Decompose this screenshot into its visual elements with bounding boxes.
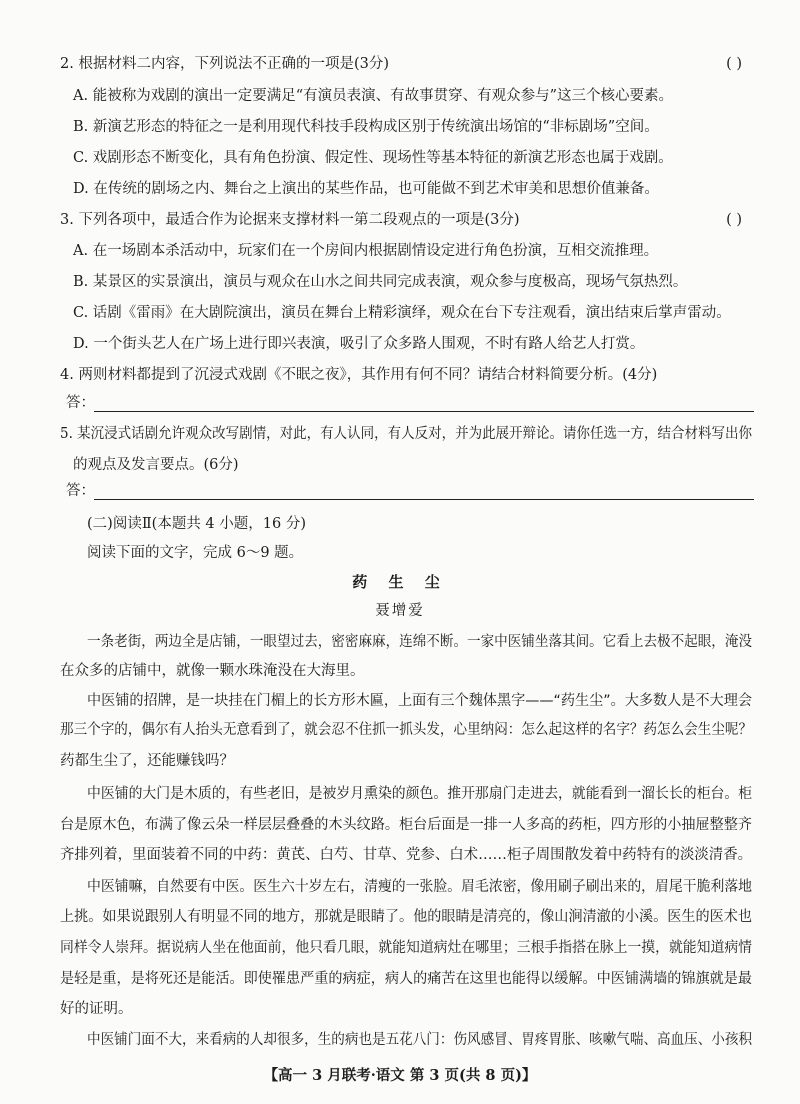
article-author: 聂增爱 [375, 603, 425, 619]
question-2-option-c: C. 戏剧形态不断变化，具有角色扮演、假定性、现场性等基本特征的新演艺形态也属于戏剧。 [73, 150, 673, 166]
answer-label: 答： [66, 395, 95, 411]
article-line: 齐排列着，里面装着不同的中药：黄芪、白芍、甘草、党参、白术……柜子周围散发着中药特有的淡淡清香。 [60, 847, 753, 863]
article-line: 同样令人崇拜。据说病人坐在他面前，他只看几眼，就能知道病灶在哪里；三根手指搭在脉上一摸，就能知道病情 [60, 940, 753, 956]
article-line: 一条老街，两边全是店铺，一眼望过去，密密麻麻，连绵不断。一家中医铺坐落其间。它看上去极不起眼，淹没 [87, 634, 753, 650]
article-line: 中医铺嘛，自然要有中医。医生六十岁左右，清瘦的一张脸。眉毛浓密，像用刷子刷出来的，眉尾干脆利落地 [87, 879, 753, 895]
question-3-option-d: D. 一个街头艺人在广场上进行即兴表演，吸引了众多路人围观，不时有路人给艺人打赏。 [73, 336, 645, 352]
question-2-stem: 2. 根据材料二内容，下列说法不正确的一项是(3分) [60, 56, 389, 72]
page-footer: 【高一 3 月联考·语文 第 3 页(共 8 页)】 [263, 1067, 537, 1084]
section-heading: (二)阅读Ⅱ(本题共 4 小题，16 分) [87, 516, 306, 532]
article-line: 中医铺的大门是木质的，有些老旧，是被岁月熏染的颜色。推开那扇门走进去，就能看到一溜长长的柜台。柜 [87, 786, 753, 802]
article-line: 在众多的店铺中，就像一颗水珠淹没在大海里。 [60, 663, 365, 679]
question-3-answer-bracket: ( ) [726, 212, 742, 228]
question-3-option-c: C. 话剧《雷雨》在大剧院演出，演员在舞台上精彩演绎，观众在台下专注观看，演出结束后掌声雷动。 [73, 305, 731, 321]
article-line: 中医铺门面不大，来看病的人却很多，生的病也是五花八门：伤风感冒、胃疼胃胀、咳嗽气喘、高血压、小孩积 [87, 1032, 753, 1048]
article-line: 上挑。如果说跟别人有明显不同的地方，那就是眼睛了。他的眼睛是清亮的，像山涧清澈的小溪。医生的医术也 [60, 909, 753, 925]
question-2-answer-bracket: ( ) [726, 56, 742, 72]
question-3-option-a: A. 在一场剧本杀活动中，玩家们在一个房间内根据剧情设定进行角色扮演，互相交流推理。 [73, 243, 659, 259]
question-2-option-b: B. 新演艺形态的特征之一是利用现代科技手段构成区别于传统演出场馆的“非标剧场”空间。 [73, 119, 659, 135]
article-line: 台是原木色，布满了像云朵一样层层叠叠的木头纹路。柜台后面是一排一人多高的药柜，四方形的小抽屉整整齐 [60, 817, 753, 833]
article-line: 好的证明。 [60, 1001, 133, 1017]
question-4-answer-area[interactable] [66, 393, 754, 417]
question-2-option-d: D. 在传统的剧场之内、舞台之上演出的某些作品，也可能做不到艺术审美和思想价值兼备。 [73, 181, 659, 197]
question-4-stem: 4. 两则材料都提到了沉浸式戏剧《不眠之夜》，其作用有何不同？请结合材料简要分析。(4分) [60, 367, 658, 383]
question-3-stem: 3. 下列各项中，最适合作为论据来支撑材料一第二段观点的一项是(3分) [60, 212, 520, 228]
section-instruction: 阅读下面的文字，完成 6～9 题。 [87, 545, 304, 561]
question-5-stem-line-1: 5. 某沉浸式话剧允许观众改写剧情，对此，有人认同，有人反对，并为此展开辩论。请你任选一方，结合材料写出你 [60, 426, 753, 442]
article-line: 中医铺的招牌，是一块挂在门楣上的长方形木匾，上面有三个魏体黑字——“药生尘”。大多数人是不大理会 [87, 693, 752, 709]
article-line: 是轻是重，是将死还是能活。即使罹患严重的病症，病人的痛苦在这里也能得以缓解。中医铺满墙的锦旗就是最 [60, 971, 753, 987]
article-line: 那三个字的，偶尔有人抬头无意看到了，就会忍不住抓一抓头发，心里纳闷：怎么起这样的名字？药怎么会生尘呢？ [60, 722, 753, 738]
answer-line [94, 499, 754, 500]
answer-line [94, 411, 754, 412]
answer-label: 答： [66, 483, 95, 499]
question-5-stem-line-2: 的观点及发言要点。(6分) [73, 457, 239, 473]
question-2-option-a: A. 能被称为戏剧的演出一定要满足“有演员表演、有故事贯穿、有观众参与”这三个核心要素。 [73, 88, 674, 104]
article-line: 药都生尘了，还能赚钱吗？ [60, 753, 234, 769]
question-5-answer-area[interactable] [66, 481, 754, 505]
question-3-option-b: B. 某景区的实景演出，演员与观众在山水之间共同完成表演，观众参与度极高，现场气氛热烈。 [73, 274, 688, 290]
article-title: 药 生 尘 [352, 573, 448, 591]
